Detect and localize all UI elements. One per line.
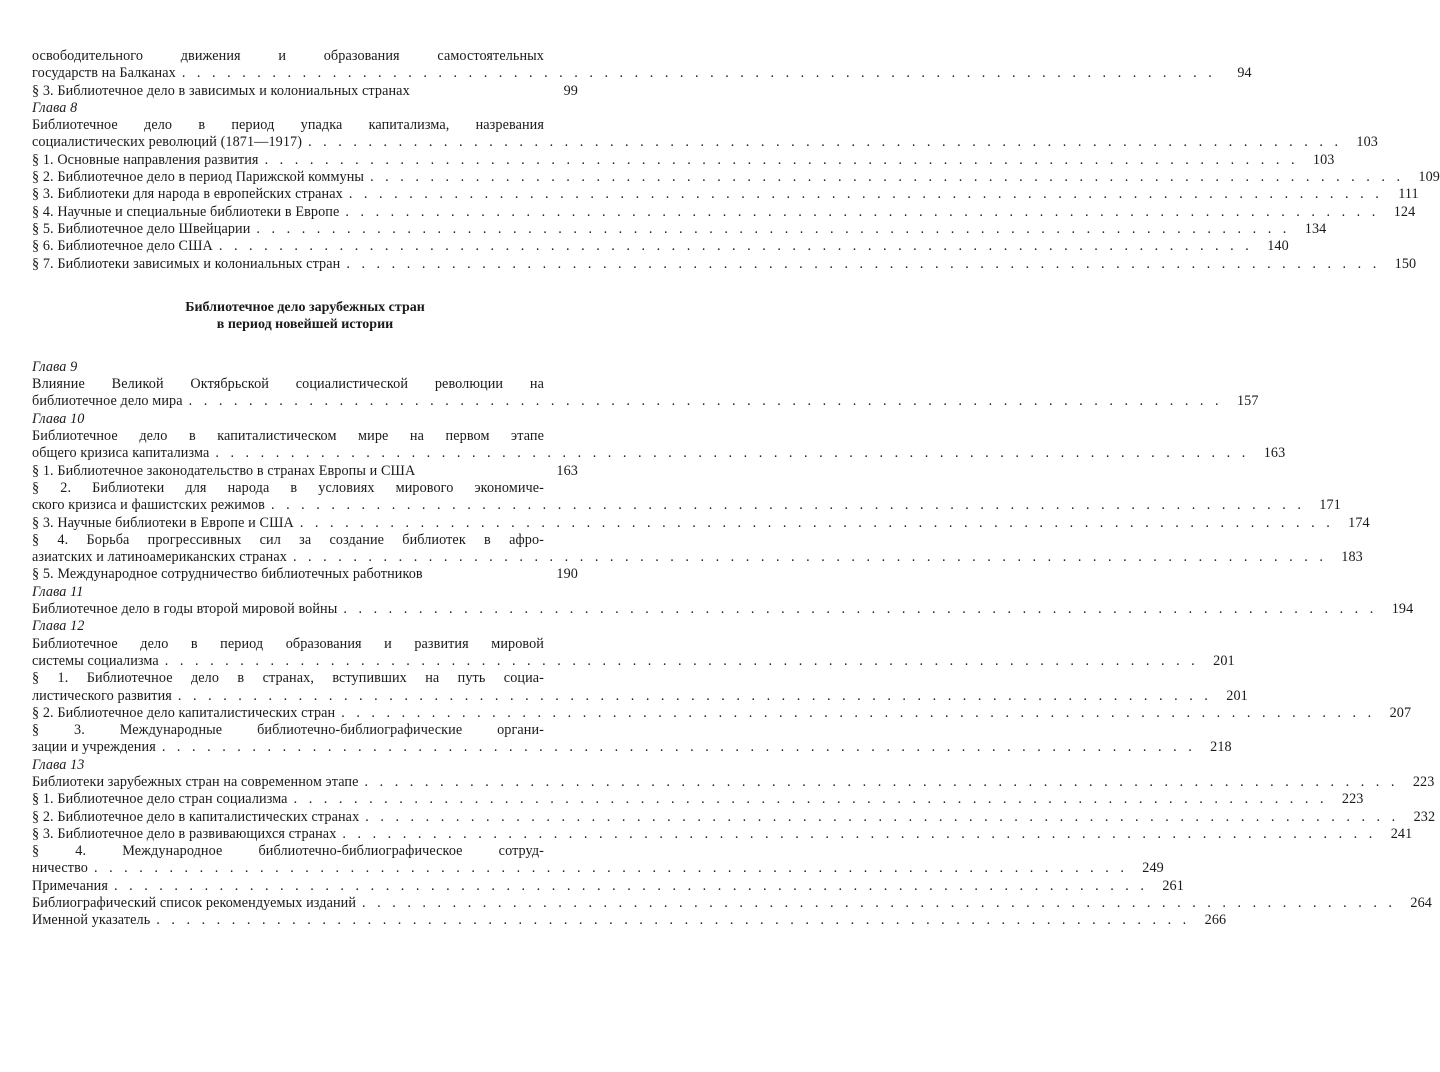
dot-leader xyxy=(340,256,1382,273)
page-number: 223 xyxy=(1341,791,1364,808)
toc-entry-title: § 4. Борьба прогрессивных сил за создание библиотек в афро- xyxy=(32,531,544,548)
toc-entry-title: § 3. Библиотеки для народа в европейских странах xyxy=(32,186,343,203)
dot-leader xyxy=(250,221,1292,238)
table-of-contents-page xyxy=(32,48,1440,930)
toc-entry xyxy=(32,48,578,65)
toc-entry-title: освободительного движения и образования самостоятельных xyxy=(32,48,544,64)
dot-leader xyxy=(209,445,1251,462)
toc-entry xyxy=(32,860,1164,877)
chapter-heading xyxy=(32,411,578,428)
dot-leader xyxy=(259,152,1301,169)
toc-entry xyxy=(32,722,578,739)
toc-entry-title: Влияние Великой Октябрьской социалистической революции на xyxy=(32,376,544,393)
toc-entry xyxy=(32,480,578,497)
dot-leader xyxy=(288,791,1330,808)
page-number: 201 xyxy=(1226,687,1248,704)
toc-entry-title: § 5. Библиотечное дело Швейцарии xyxy=(32,220,251,237)
toc-entry xyxy=(32,186,1419,203)
chapter-heading xyxy=(32,359,578,376)
page-number: 103 xyxy=(1312,151,1335,168)
page-number: 207 xyxy=(1389,704,1412,721)
chapter-label: Глава 8 xyxy=(32,99,78,116)
toc-entry-title: Библиотечное дело в период упадка капитализма, назревания xyxy=(32,117,544,134)
toc-entry xyxy=(32,117,578,134)
toc-entry-title: § 1. Основные направления развития xyxy=(32,151,259,168)
toc-entry xyxy=(32,566,578,583)
toc-entry xyxy=(32,670,578,687)
chapter-label: Глава 11 xyxy=(32,583,84,600)
page-number: 266 xyxy=(1204,912,1227,929)
page-number: 232 xyxy=(1413,808,1436,825)
page-number: 201 xyxy=(1213,652,1235,669)
dot-leader xyxy=(336,826,1378,843)
section-heading-line-2: в период новейшей истории xyxy=(216,316,394,332)
page-number: 261 xyxy=(1162,877,1184,894)
dot-leader xyxy=(88,860,1130,877)
toc-entry xyxy=(32,808,1436,826)
toc-entry-title: Библиографический список рекомендуемых изданий xyxy=(32,895,357,912)
chapter-heading xyxy=(32,757,578,774)
toc-entry-title: § 4. Международное библиотечно-библиографическое сотруд- xyxy=(32,843,544,860)
toc-entry xyxy=(32,169,1440,186)
toc-entry-title: общего кризиса капитализма xyxy=(32,445,210,462)
toc-entry-title: Именной указатель xyxy=(32,912,151,929)
dot-leader xyxy=(302,134,1344,151)
page-number: 183 xyxy=(1341,549,1363,566)
toc-entry xyxy=(32,463,578,480)
toc-entry-title: § 4. Научные и специальные библиотеки в Европе xyxy=(32,203,340,220)
toc-entry xyxy=(32,134,1378,151)
chapter-label: Глава 9 xyxy=(32,358,78,375)
toc-entry xyxy=(32,445,1286,462)
toc-entry-title: § 2. Библиотечное дело в период Парижской коммуны xyxy=(32,169,365,186)
toc-entry xyxy=(32,912,1227,929)
toc-entry-title: § 5. Международное сотрудничество библиотечных работников xyxy=(32,566,423,583)
dot-leader xyxy=(183,393,1225,410)
toc-entry-title: § 1. Библиотечное дело в странах, вступивших на путь социа- xyxy=(32,670,544,687)
toc-entry-title: § 7. Библиотеки зависимых и колониальных стран xyxy=(32,255,341,272)
dot-leader xyxy=(159,653,1201,670)
toc-entry xyxy=(32,704,1412,722)
toc-entry-title: § 3. Научные библиотеки в Европе и США xyxy=(32,514,294,531)
toc-entry xyxy=(32,65,1252,82)
toc-entry-title: социалистических революций (1871—1917) xyxy=(32,134,303,151)
page-number: 190 xyxy=(556,566,578,583)
dot-leader xyxy=(176,65,1218,82)
toc-entry xyxy=(32,220,1327,238)
toc-entry-title: Библиотечное дело в годы второй мировой войны xyxy=(32,601,338,618)
page-number: 99 xyxy=(563,82,578,99)
dot-leader xyxy=(294,515,1336,532)
toc-entry-title: листического развития xyxy=(32,687,172,704)
toc-entry-title: Библиотечное дело в капиталистическом мире на первом этапе xyxy=(32,428,544,445)
dot-leader xyxy=(343,186,1385,203)
page-number: 150 xyxy=(1394,255,1417,272)
page-number: 157 xyxy=(1236,393,1259,410)
page-number: 223 xyxy=(1412,773,1435,790)
toc-entry xyxy=(32,376,578,393)
toc-entry-title: ского кризиса и фашистских режимов xyxy=(32,497,265,514)
page-number: 163 xyxy=(556,462,578,479)
dot-leader xyxy=(156,739,1198,756)
toc-entry-title: библиотечное дело мира xyxy=(32,393,183,410)
toc-entry-title: Библиотечное дело в период образования и развития мировой xyxy=(32,635,544,652)
page-number: 109 xyxy=(1418,169,1440,186)
dot-leader xyxy=(172,688,1214,705)
toc-entry-title: ничество xyxy=(32,860,88,877)
toc-entry xyxy=(32,843,578,860)
toc-entry xyxy=(32,151,1335,169)
page-number: 171 xyxy=(1319,497,1341,514)
dot-leader xyxy=(213,238,1255,255)
chapter-heading xyxy=(32,100,578,117)
toc-entry xyxy=(32,532,578,549)
dot-leader xyxy=(337,601,1379,618)
toc-entry-title: государств на Балканах xyxy=(32,65,176,82)
toc-entry xyxy=(32,255,1417,273)
chapter-heading xyxy=(32,584,578,601)
toc-entry-title: § 1. Библиотечное законодательство в странах Европы и США xyxy=(32,462,416,479)
dot-leader xyxy=(364,169,1406,186)
toc-entry-title: Примечания xyxy=(32,877,108,894)
dot-leader xyxy=(108,878,1150,895)
toc-entry-title: § 1. Библиотечное дело стран социализма xyxy=(32,791,288,808)
toc-entry-title: § 2. Библиотеки для народа в условиях мирового экономиче- xyxy=(32,479,544,496)
toc-entry xyxy=(32,497,1341,514)
toc-entry-title: системы социализма xyxy=(32,652,159,669)
toc-entry xyxy=(32,238,1289,255)
toc-entry-title: § 3. Библиотечное дело в развивающихся странах xyxy=(32,825,337,842)
dot-leader xyxy=(287,549,1329,566)
page-number: 174 xyxy=(1348,514,1370,531)
chapter-label: Глава 10 xyxy=(32,410,85,427)
section-heading-line-1: Библиотечное дело зарубежных стран xyxy=(185,299,425,315)
section-heading xyxy=(32,299,578,333)
toc-entry-title: § 6. Библиотечное дело США xyxy=(32,238,213,255)
toc-entry xyxy=(32,636,578,653)
toc-entry-title: азиатских и латиноамериканских странах xyxy=(32,549,287,566)
page-number: 241 xyxy=(1390,825,1413,842)
toc-entry xyxy=(32,825,1413,843)
page-number: 94 xyxy=(1237,65,1252,82)
page-number: 163 xyxy=(1263,445,1286,462)
toc-entry-title: зации и учреждения xyxy=(32,739,156,756)
chapter-label: Глава 13 xyxy=(32,756,85,773)
page-number: 249 xyxy=(1142,860,1164,877)
toc-entry xyxy=(32,773,1435,791)
page-number: 124 xyxy=(1393,203,1416,220)
dot-leader xyxy=(359,809,1401,826)
page-number: 103 xyxy=(1356,134,1378,151)
toc-entry xyxy=(32,393,1259,410)
page-number: 140 xyxy=(1267,238,1289,255)
toc-part-b xyxy=(32,358,1436,930)
toc-entry xyxy=(32,739,1232,756)
dot-leader xyxy=(356,895,1398,912)
toc-entry xyxy=(32,203,1416,221)
toc-entry xyxy=(32,652,1235,670)
chapter-heading xyxy=(32,618,578,635)
toc-entry-title: Библиотеки зарубежных стран на современном этапе xyxy=(32,773,359,790)
toc-part-a xyxy=(32,48,1440,273)
dot-leader xyxy=(335,705,1377,722)
dot-leader xyxy=(150,912,1192,929)
toc-entry xyxy=(32,877,1184,895)
toc-entry xyxy=(32,549,1363,566)
toc-entry xyxy=(32,428,578,445)
toc-entry xyxy=(32,83,578,100)
page-number: 134 xyxy=(1304,220,1327,237)
toc-entry xyxy=(32,601,1414,618)
toc-entry xyxy=(32,687,1248,705)
dot-leader xyxy=(339,204,1381,221)
page-number: 111 xyxy=(1398,186,1419,203)
toc-entry xyxy=(32,791,1364,808)
chapter-label: Глава 12 xyxy=(32,618,85,635)
toc-entry xyxy=(32,514,1370,532)
page-number: 264 xyxy=(1410,895,1432,912)
toc-entry-title: § 3. Международные библиотечно-библиографические органи- xyxy=(32,722,544,739)
toc-entry-title: § 3. Библиотечное дело в зависимых и колониальных странах xyxy=(32,82,410,99)
toc-entry-title: § 2. Библиотечное дело капиталистических стран xyxy=(32,704,336,721)
page-number: 218 xyxy=(1210,739,1232,756)
page-number: 194 xyxy=(1391,601,1414,618)
toc-entry-title: § 2. Библиотечное дело в капиталистических странах xyxy=(32,808,360,825)
dot-leader xyxy=(265,497,1307,514)
toc-entry xyxy=(32,895,1432,912)
dot-leader xyxy=(359,774,1401,791)
